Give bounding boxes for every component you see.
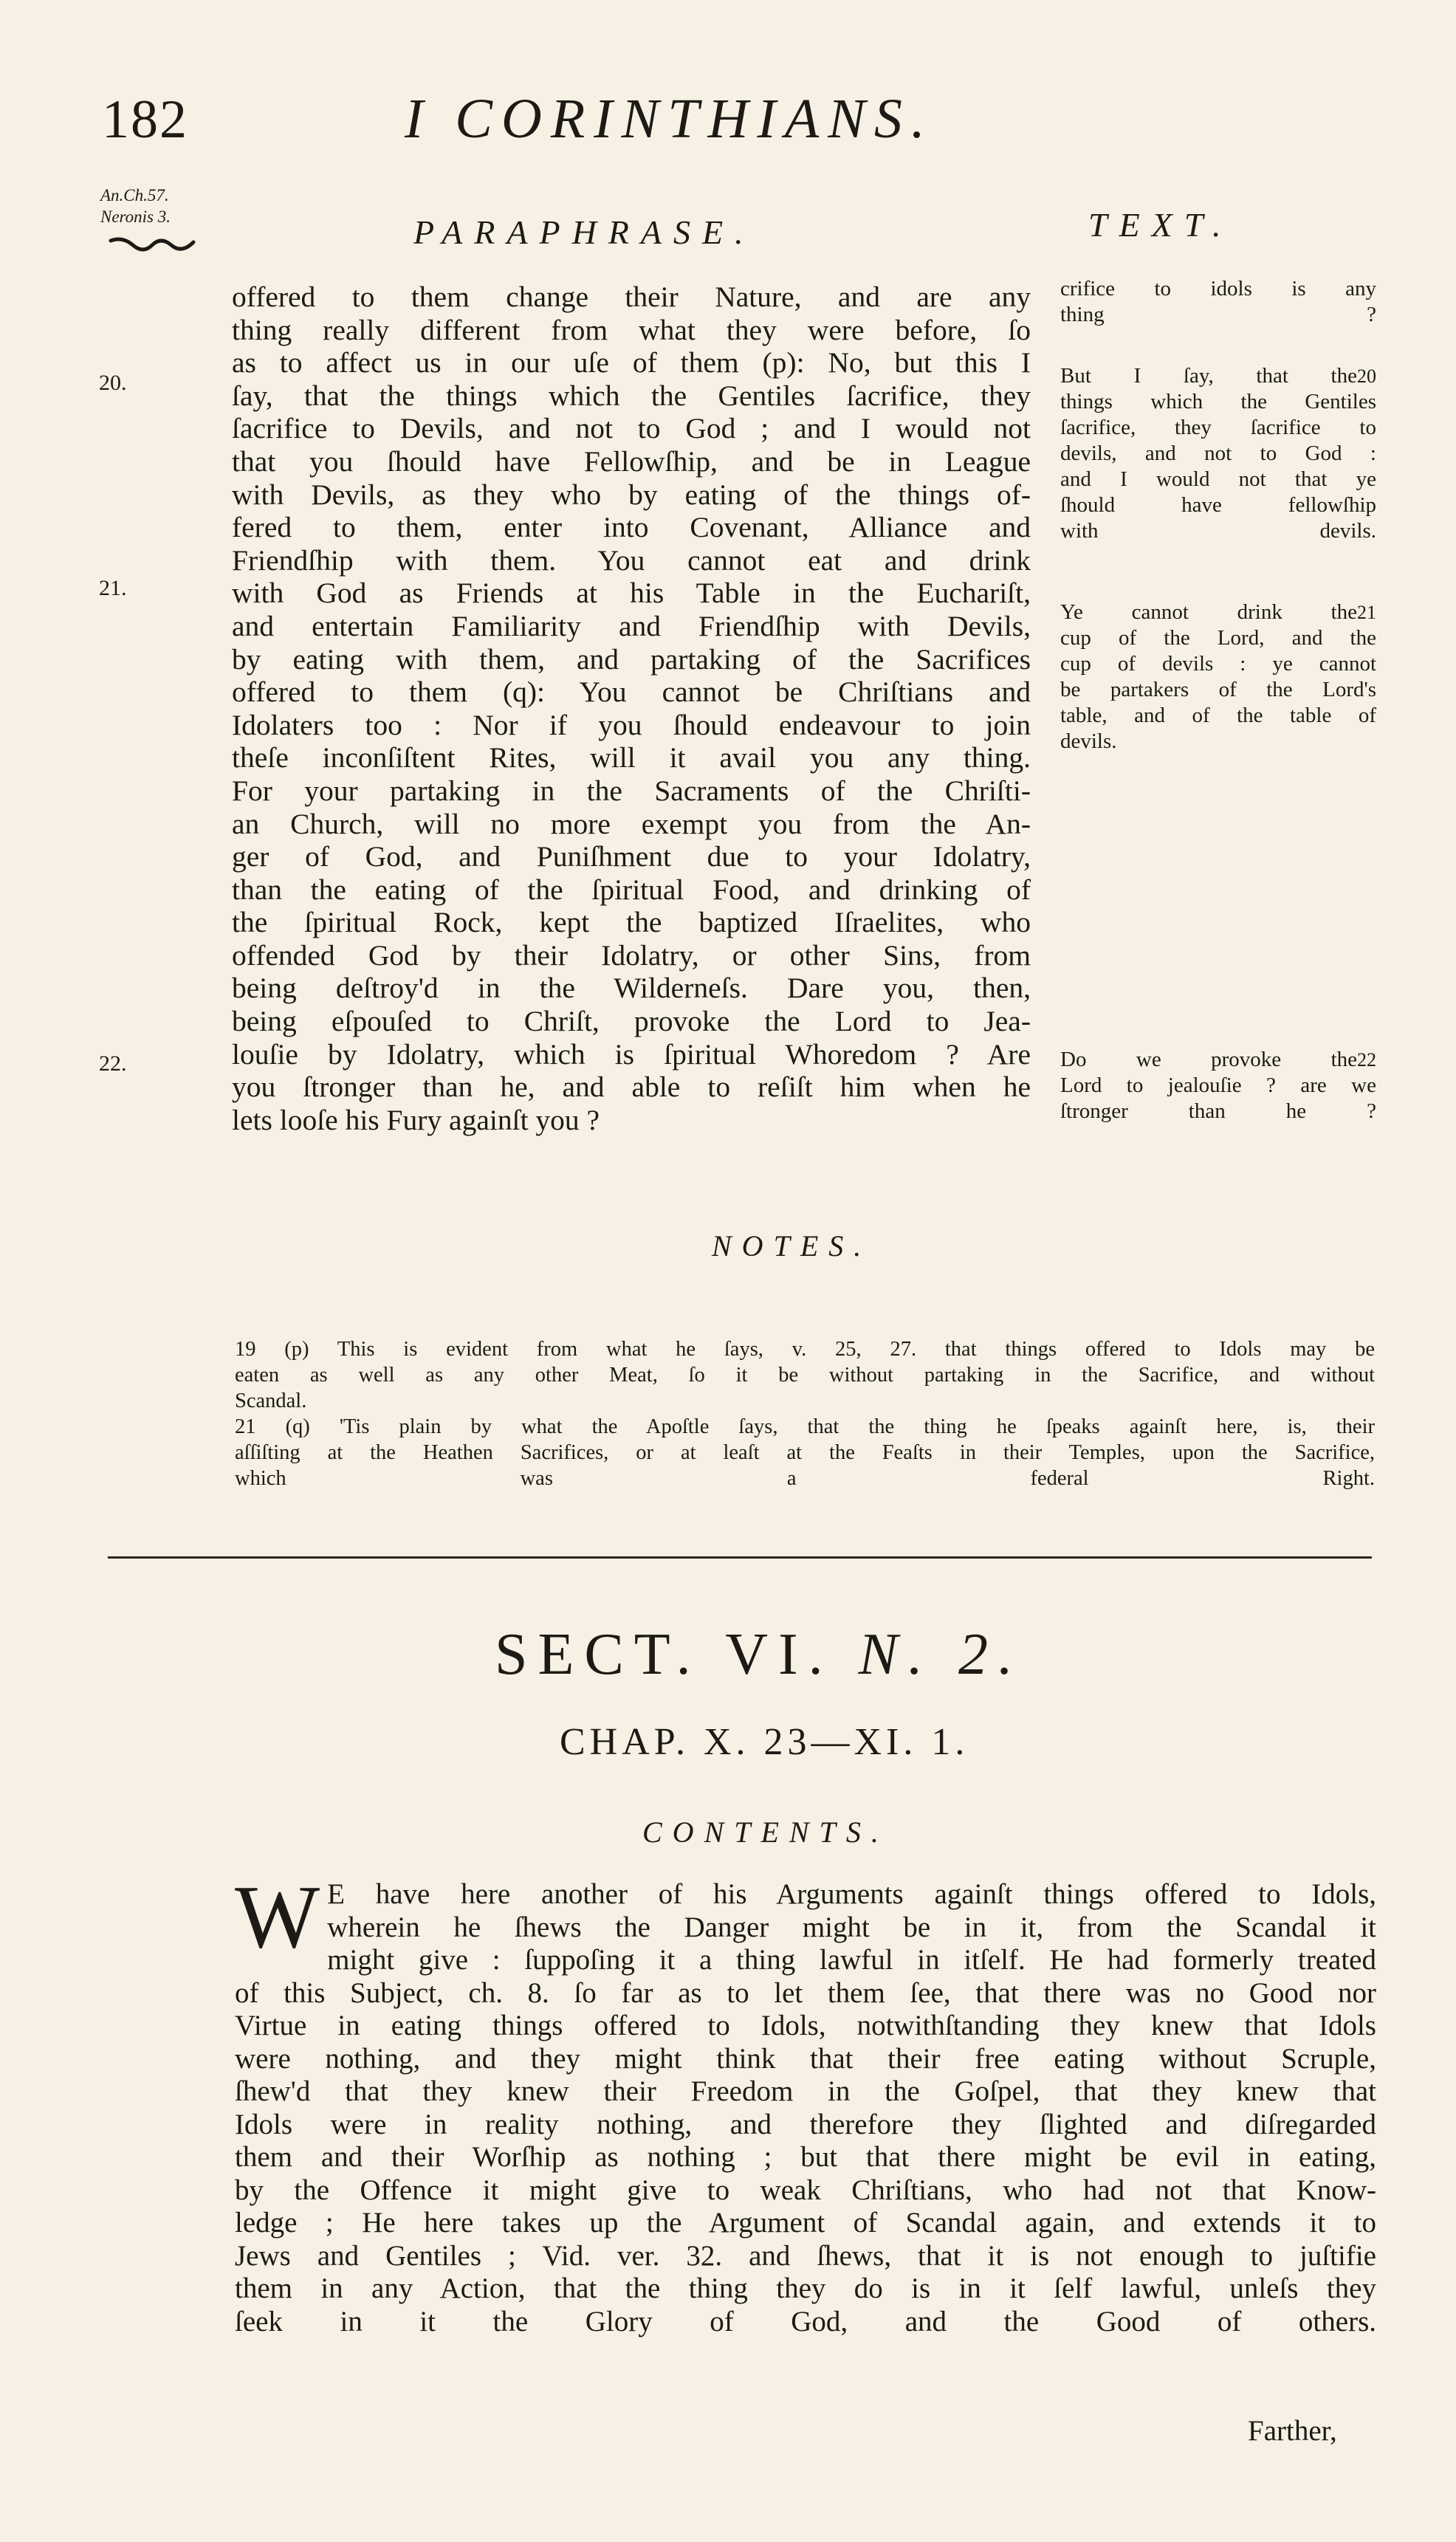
text-line: things which the Gentiles [1060,390,1376,413]
text-block [1060,1047,1376,1124]
text-line: table, and of the table of [1060,704,1376,727]
text-line-part: Ye cannot drink the [1060,600,1357,624]
paraphrase-line: the ſpiritual Rock, kept the baptized Iſraelites, who [232,906,1031,939]
text-line: cup of devils : ye cannot [1060,652,1376,676]
text-block [1060,363,1376,544]
section-heading [495,1621,1023,1689]
text-line: crifice to idols is any [1060,277,1376,300]
text-line [1060,363,1376,389]
contents-line: Idols were in reality nothing, and therefore they ſlighted and diſregarded [235,2108,1376,2140]
paraphrase-column [232,281,1031,1136]
running-title: I CORINTHIANS. [405,88,934,150]
contents-line: ſeek in it the Glory of God, and the Good of others. [235,2305,1376,2337]
text-line: ſtronger than he ? [1060,1099,1376,1123]
note-line: aſſiſting at the Heathen Sacrifices, or at leaſt at the Feaſts in their Temples, upon the Sacrifice, [235,1441,1375,1464]
text-line: be partakers of the Lord's [1060,678,1376,701]
chapter-heading: CHAP. X. 23—XI. 1. [560,1721,969,1763]
contents-line: Jews and Gentiles ; Vid. ver. 32. and ſhews, that it is not enough to juſtifie [235,2239,1376,2272]
note-line: Scandal. [235,1389,307,1412]
note-line: 21 (q) 'Tis plain by what the Apoſtle ſays, that the thing he ſpeaks againſt here, is, their [235,1415,1375,1438]
note-line: which was a federal Right. [235,1467,1375,1490]
paraphrase-line: offered to them (q): You cannot be Chriſtians and [232,676,1031,709]
contents-line: of this Subject, ch. 8. ſo far as to let them ſee, that there was no Good nor [235,1976,1376,2009]
paraphrase-line: an Church, will no more exempt you from the An- [232,807,1031,840]
contents-line: Virtue in eating things offered to Idols, notwithſtanding they knew that Idols [235,2010,1376,2041]
paraphrase-line: you ſtronger than he, and able to reſiſt him when he [232,1071,1031,1104]
paraphrase-line: with God as Friends at his Table in the Euchariſt, [232,577,1031,610]
contents-line: wherein he ſhews the Danger might be in it, from the Scandal it [327,1911,1376,1943]
paraphrase-line: being eſpouſed to Chriſt, provoke the Lord to Jea- [232,1005,1031,1038]
paraphrase-line: thing really different from what they were before, ſo [232,313,1031,346]
text-line [1060,1047,1376,1073]
contents-line: might give : ſuppoſing it a thing lawful in itſelf. He had formerly treated [327,1944,1376,1976]
paraphrase-line: offered to them change their Nature, and are any [232,281,1031,313]
drop-cap: W [235,1867,320,1967]
paraphrase-line: being deſtroy'd in the Wilderneſs. Dare you, then, [232,972,1031,1005]
paraphrase-line: and entertain Familiarity and Friendſhip with Devils, [232,609,1031,642]
paraphrase-line: For your partaking in the Sacraments of the Chriſti- [232,774,1031,807]
paraphrase-line: by eating with them, and partaking of the Sacrifices [232,642,1031,676]
margin-date-note [100,185,171,227]
text-block [1060,276,1376,328]
page-number: 182 [102,89,188,150]
margin-date-line: An.Ch.57. [100,186,169,205]
verse-number: 20. [99,371,127,395]
text-verse-number: 21 [1357,602,1376,623]
ornament-icon [108,233,196,255]
section-divider [108,1556,1372,1559]
margin-date-line: Neronis 3. [100,207,171,226]
section-number: N. 2. [858,1622,1023,1687]
notes-section [235,1336,1375,1491]
text-line: ſhould have fellowſhip [1060,493,1376,517]
paraphrase-line: Friendſhip with them. You cannot eat and drink [232,543,1031,577]
text-line: Lord to jealouſie ? are we [1060,1074,1376,1097]
text-line-part: But I ſay, that the [1060,364,1357,388]
contents-line: ſhew'd that they knew their Freedom in the Goſpel, that they knew that [235,2075,1376,2107]
verse-number: 22. [99,1051,127,1076]
text-verse-number: 20 [1357,365,1376,387]
paraphrase-line: that you ſhould have Fellowſhip, and be in League [232,444,1031,478]
paraphrase-line: theſe inconſiſtent Rites, will it avail you any thing. [232,741,1031,774]
verse-number: 21. [99,576,127,600]
paraphrase-line: offended God by their Idolatry, or other Sins, from [232,938,1031,972]
contents-body [235,1867,1376,2338]
text-heading: TEXT. [1088,206,1233,244]
text-verse-number: 22 [1357,1049,1376,1071]
text-line: with devils. [1060,519,1376,543]
paraphrase-line: fered to them, enter into Covenant, Alliance and [232,511,1031,544]
text-line: cup of the Lord, and the [1060,626,1376,650]
paraphrase-line: lets looſe his Fury againſt you ? [232,1103,600,1136]
text-line: devils, and not to God : [1060,442,1376,465]
text-line: devils. [1060,729,1117,753]
notes-heading: NOTES. [712,1229,872,1263]
note-line: 19 (p) This is evident from what he ſays, v. 25, 27. that things offered to Idols may be [235,1338,1375,1361]
contents-line: them in any Action, that the thing they do is in it ſelf lawful, unleſs they [235,2273,1376,2304]
text-block [1060,600,1376,755]
contents-line: E have here another of his Arguments againſt things offered to Idols, [327,1878,1376,1910]
contents-line: ledge ; He here takes up the Argument of Scandal again, and extends it to [235,2207,1376,2239]
text-line: thing ? [1060,303,1376,326]
contents-line: by the Offence it might give to weak Chriſtians, who had not that Know- [235,2174,1376,2206]
paraphrase-line: ſay, that the things which the Gentiles ſacrifice, they [232,379,1031,412]
paraphrase-line: with Devils, as they who by eating of the things of- [232,478,1031,511]
contents-heading: CONTENTS. [642,1816,889,1849]
text-line: ſacrifice, they ſacrifice to [1060,416,1376,439]
contents-line: were nothing, and they might think that their free eating without Scruple, [235,2042,1376,2075]
section-title: SECT. VI. [495,1622,834,1687]
paraphrase-line: Idolaters too : Nor if you ſhould endeavour to join [232,708,1031,741]
paraphrase-line: ſacrifice to Devils, and not to God ; and I would not [232,412,1031,445]
paraphrase-heading: PARAPHRASE. [413,213,755,251]
catchword: Farther, [1248,2415,1337,2447]
text-line: and I would not that ye [1060,467,1376,491]
paraphrase-line: than the eating of the ſpiritual Food, and drinking of [232,873,1031,906]
contents-line: them and their Worſhip as nothing ; but that there might be evil in eating, [235,2141,1376,2173]
paraphrase-line: ger of God, and Puniſhment due to your Idolatry, [232,840,1031,873]
note-line: eaten as well as any other Meat, ſo it be without partaking in the Sacrifice, and without [235,1364,1375,1387]
text-line [1060,600,1376,625]
paraphrase-line: as to affect us in our uſe of them (p): No, but this I [232,346,1031,379]
paraphrase-line: louſie by Idolatry, which is ſpiritual Whoredom ? Are [232,1037,1031,1071]
text-line-part: Do we provoke the [1060,1048,1357,1071]
